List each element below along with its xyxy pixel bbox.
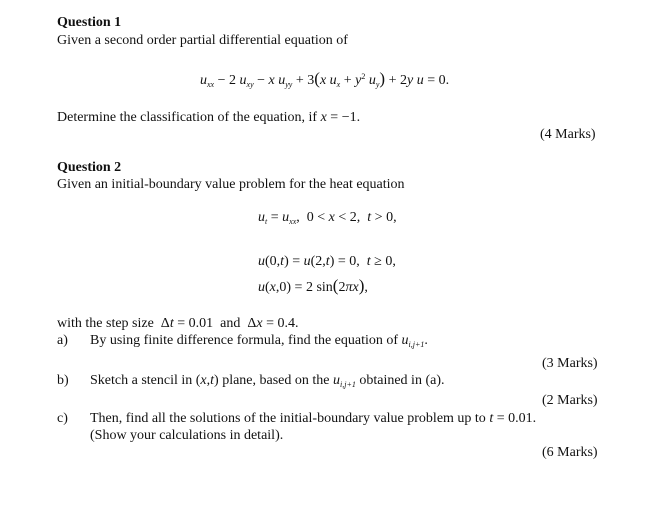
part-a-text: By using finite difference formula, find the equation of $u_{i,j+1}$. <box>90 333 428 349</box>
question-1-marks: (4 Marks) <box>540 127 596 142</box>
part-b-text: Sketch a stencil in (x,t) plane, based on the $u_{i,j+1}$ obtained in (a). <box>90 373 445 389</box>
part-c-label: c) <box>57 411 68 426</box>
step-size-text: with the step size Δt = 0.01 and Δx = 0.4. <box>57 316 299 331</box>
question-1-equation: $u_{xx} - 2$ $u_{xy} - x$ $u_{yy} + 3(x$ $u_x + y^2$ $u_y) + 2y$ u = 0. <box>200 69 450 89</box>
part-a-marks: (3 Marks) <box>542 356 598 371</box>
heat-equation: $u_t = u_{xx}$, 0 < x < 2, t > 0, <box>258 210 397 226</box>
question-2-title: Question 2 <box>57 160 122 175</box>
initial-condition: u(x,0) = 2 sin(2πx), <box>258 276 368 295</box>
question-1-title: Question 1 <box>57 15 122 30</box>
part-c-marks: (6 Marks) <box>542 445 598 460</box>
boundary-condition: u(0,t) = u(2,t) = 0, t ≥ 0, <box>258 254 396 269</box>
question-1-intro: Given a second order partial differential equation of <box>57 33 348 48</box>
part-b-label: b) <box>57 373 69 388</box>
question-1-determine: Determine the classification of the equation, if x = −1. <box>57 110 361 125</box>
part-a-label: a) <box>57 333 68 348</box>
part-c-text: Then, find all the solutions of the initial-boundary value problem up to t = 0.01. <box>90 411 537 426</box>
part-c-text-2: (Show your calculations in detail). <box>90 428 284 443</box>
part-b-marks: (2 Marks) <box>542 393 598 408</box>
question-2-intro: Given an initial-boundary value problem for the heat equation <box>57 177 405 192</box>
